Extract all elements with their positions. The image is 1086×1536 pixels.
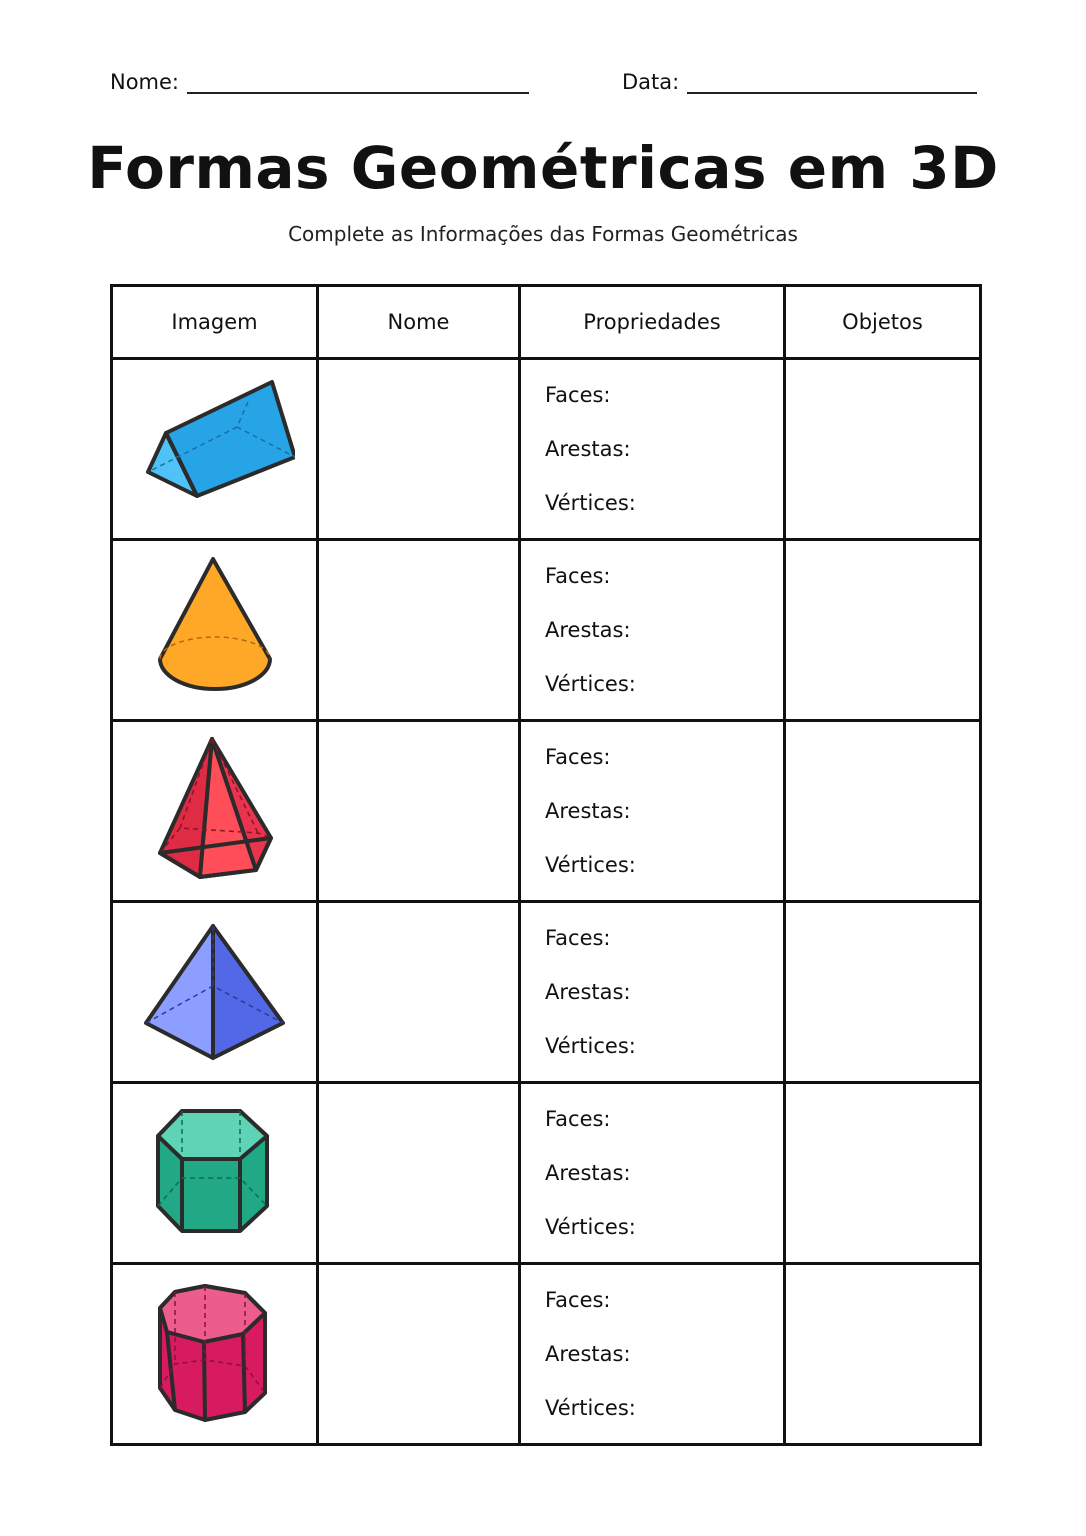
name-line[interactable] <box>187 74 529 94</box>
triangular-prism-icon <box>135 379 295 519</box>
name-answer-cell[interactable] <box>318 359 520 540</box>
hexagonal-prism-icon <box>155 1106 275 1240</box>
faces-label: Faces: <box>545 564 611 588</box>
properties-cell <box>520 902 785 1083</box>
properties-cell <box>520 540 785 721</box>
image-cell <box>112 1264 318 1445</box>
faces-label: Faces: <box>545 926 611 950</box>
objects-answer-cell[interactable] <box>785 721 981 902</box>
table-row <box>112 902 981 1083</box>
edges-label: Arestas: <box>545 618 631 642</box>
edges-label: Arestas: <box>545 799 631 823</box>
shapes-table <box>110 284 982 1446</box>
table-row <box>112 359 981 540</box>
objects-answer-cell[interactable] <box>785 902 981 1083</box>
vertices-label: Vértices: <box>545 672 636 696</box>
image-cell <box>112 1083 318 1264</box>
objects-answer-cell[interactable] <box>785 1264 981 1445</box>
name-answer-cell[interactable] <box>318 540 520 721</box>
properties-cell <box>520 1083 785 1264</box>
name-answer-cell[interactable] <box>318 902 520 1083</box>
vertices-label: Vértices: <box>545 1215 636 1239</box>
page-subtitle: Complete as Informações das Formas Geométricas <box>288 222 798 246</box>
image-cell <box>112 540 318 721</box>
vertices-label: Vértices: <box>545 1396 636 1420</box>
table-row <box>112 1264 981 1445</box>
objects-answer-cell[interactable] <box>785 1083 981 1264</box>
name-answer-cell[interactable] <box>318 1083 520 1264</box>
cone-icon <box>155 555 275 705</box>
table-row <box>112 721 981 902</box>
image-cell <box>112 359 318 540</box>
pentagonal-pyramid-icon <box>155 736 275 886</box>
column-header-properties: Propriedades <box>520 286 785 359</box>
octagonal-prism-icon <box>157 1280 273 1428</box>
properties-cell <box>520 359 785 540</box>
vertices-label: Vértices: <box>545 1034 636 1058</box>
faces-label: Faces: <box>545 1288 611 1312</box>
edges-label: Arestas: <box>545 1342 631 1366</box>
column-header-image: Imagem <box>112 286 318 359</box>
page-title: Formas Geométricas em 3D <box>87 134 999 202</box>
objects-answer-cell[interactable] <box>785 540 981 721</box>
edges-label: Arestas: <box>545 437 631 461</box>
square-pyramid-icon <box>142 922 288 1062</box>
date-field[interactable] <box>622 70 977 94</box>
edges-label: Arestas: <box>545 1161 631 1185</box>
name-answer-cell[interactable] <box>318 1264 520 1445</box>
edges-label: Arestas: <box>545 980 631 1004</box>
objects-answer-cell[interactable] <box>785 359 981 540</box>
faces-label: Faces: <box>545 745 611 769</box>
table-row <box>112 540 981 721</box>
image-cell <box>112 721 318 902</box>
column-header-objects: Objetos <box>785 286 981 359</box>
image-cell <box>112 902 318 1083</box>
name-answer-cell[interactable] <box>318 721 520 902</box>
table-header-row <box>112 286 981 359</box>
vertices-label: Vértices: <box>545 491 636 515</box>
header-fields <box>0 66 1086 106</box>
properties-cell <box>520 1264 785 1445</box>
date-label: Data: <box>622 70 680 94</box>
date-line[interactable] <box>687 74 977 94</box>
name-field[interactable] <box>110 70 529 94</box>
properties-cell <box>520 721 785 902</box>
name-label: Nome: <box>110 70 180 94</box>
vertices-label: Vértices: <box>545 853 636 877</box>
column-header-name: Nome <box>318 286 520 359</box>
table-row <box>112 1083 981 1264</box>
faces-label: Faces: <box>545 1107 611 1131</box>
faces-label: Faces: <box>545 383 611 407</box>
